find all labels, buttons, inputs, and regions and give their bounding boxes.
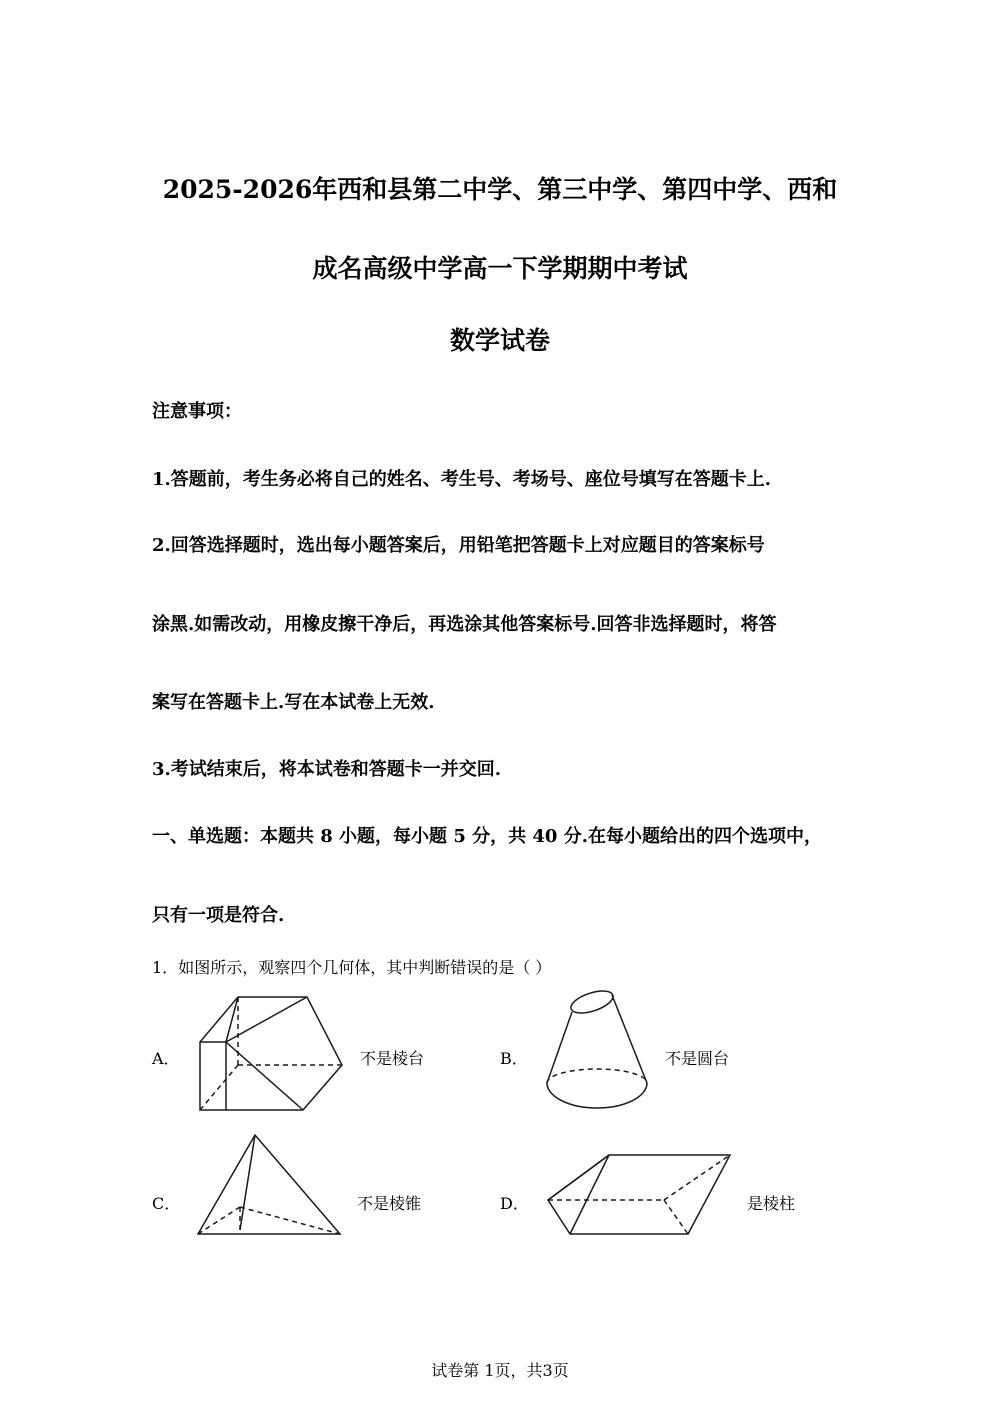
option-d-label: D．	[500, 1194, 529, 1213]
exam-title-line2: 成名高级中学高一下学期期中考试	[312, 254, 688, 283]
notice-item-1: 1.答题前，考生务必将自己的姓名、考生号、考场号、座位号填写在答题卡上.	[152, 469, 772, 490]
notice-item-2-line2: 涂黑.如需改动，用橡皮擦干净后，再选涂其他答案标号.回答非选择题时，将答	[152, 614, 777, 635]
notice-item-2-line3: 案写在答题卡上.写在本试卷上无效.	[152, 692, 435, 713]
exam-subject: 数学试卷	[449, 326, 550, 355]
notice-heading: 注意事项：	[152, 401, 242, 422]
notice-item-3: 3.考试结束后，将本试卷和答题卡一并交回.	[152, 759, 502, 780]
pyramid-figure-c	[190, 1130, 350, 1245]
question-stem: 如图所示，观察四个几何体，其中判断错误的是（ ）	[178, 958, 552, 977]
option-d-text: 是棱柱	[747, 1194, 796, 1213]
section-heading-line1: 一、单选题：本题共 8 小题，每小题 5 分，共 40 分.在每小题给出的四个选项中，	[152, 826, 822, 847]
page-footer: 试卷第 1页，共3页	[431, 1361, 569, 1380]
option-a-label: A．	[152, 1049, 180, 1068]
option-a-text: 不是棱台	[360, 1049, 425, 1068]
option-c-text: 不是棱锥	[357, 1194, 422, 1213]
notice-item-2-line1: 2.回答选择题时，选出每小题答案后，用铅笔把答题卡上对应题目的答案标号	[152, 535, 765, 556]
option-c-label: C．	[152, 1194, 181, 1213]
option-b-text: 不是圆台	[665, 1049, 730, 1068]
option-b-label: B．	[500, 1049, 528, 1068]
question-1	[152, 955, 551, 978]
question-number: 1．	[152, 958, 179, 977]
prism-figure-d	[540, 1148, 740, 1243]
frustum-figure-a	[190, 990, 350, 1120]
cone-frustum-figure-b	[540, 985, 660, 1115]
section-heading-line2: 只有一项是符合.	[152, 905, 285, 926]
exam-title-line1: 2025-2026年西和县第二中学、第三中学、第四中学、西和	[162, 175, 838, 204]
